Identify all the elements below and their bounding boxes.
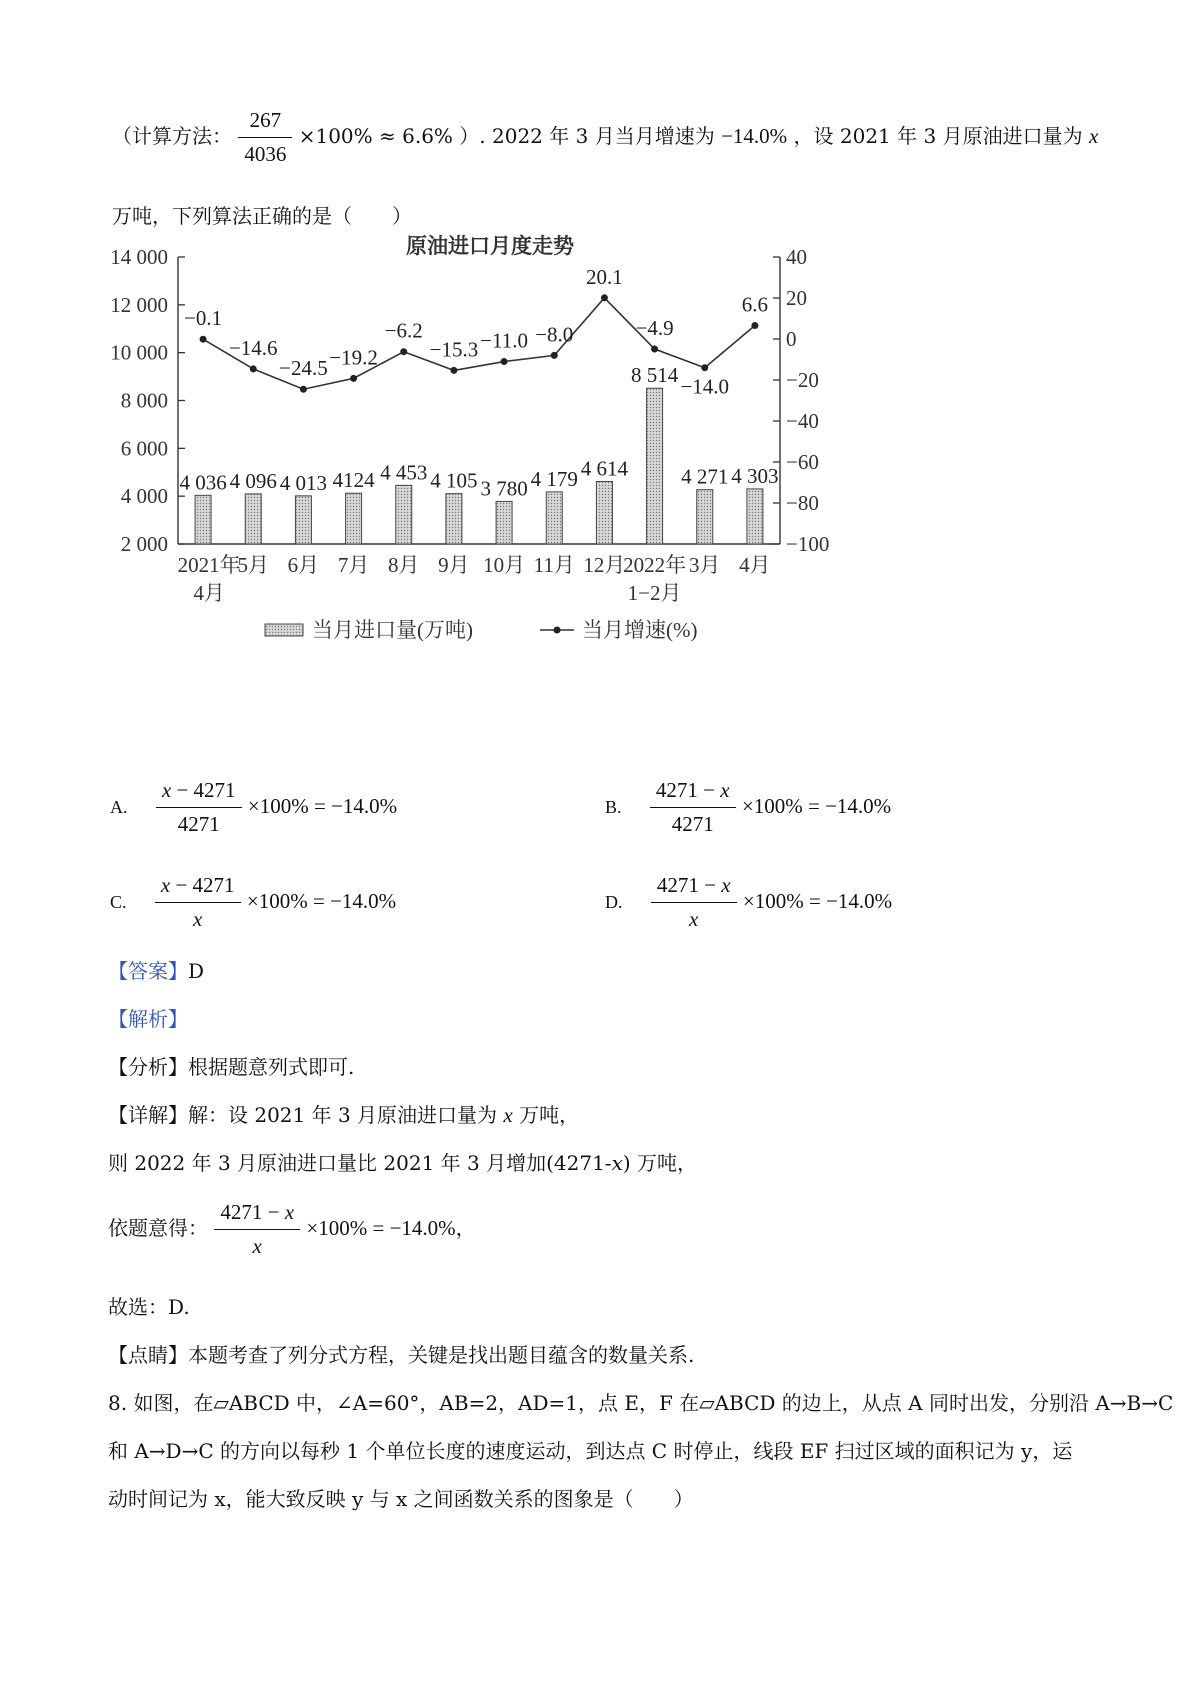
growth-label: −4.9 [635,316,674,341]
detail-eq-num-op: − [262,1200,285,1224]
right-tick-label: −40 [786,409,819,433]
answer-tag: 【答案】 [108,959,188,983]
intro-fraction-numerator: 267 [238,108,292,138]
growth-label: −24.5 [279,356,328,381]
option-c-num-b: 4271 [192,873,235,897]
bar [396,485,412,544]
bar-label: 4 096 [229,468,277,493]
option-c-rhs: ×100% = −14.0% [246,889,397,913]
growth-point [200,336,207,343]
intro-open: （计算方法： [112,124,232,148]
x-tick-label: 12月 [583,553,626,577]
right-tick-label: −60 [786,450,819,474]
detail-choice: 故选：D. [108,1295,190,1319]
growth-point [701,364,708,371]
growth-label: −14.6 [228,335,278,360]
left-tick-label: 12 000 [110,292,168,317]
intro-rate: −14.0% [721,124,788,148]
growth-label: 20.1 [586,264,623,289]
x-tick-label: 4月 [193,581,225,605]
chart-title: 原油进口月度走势 [406,234,574,258]
option-b-num-b: x [720,778,730,802]
legend-bar-swatch [265,624,303,636]
option-c-letter: C. [110,892,127,912]
x-tick-label: 4月 [739,553,771,577]
chart-body [110,245,829,642]
detail-eq-num-a: 4271 [220,1200,263,1224]
option-a-rhs: ×100% = −14.0% [247,794,398,818]
growth-point [651,346,658,353]
left-tick-label: 8 000 [120,388,168,413]
bar-label: 4 013 [279,470,328,495]
comment-text: 本题考查了列分式方程，关键是找出题目蕴含的数量关系. [188,1343,695,1367]
x-tick-label: 11月 [533,553,575,577]
x-tick-label: 2021年 [177,553,241,577]
growth-label: −0.1 [184,306,223,331]
option-d-rhs: ×100% = −14.0% [742,889,893,913]
right-tick-label: 40 [786,245,807,269]
x-tick-label: 1−2月 [627,581,682,605]
answer-line [108,955,204,984]
answer-value: D [188,959,205,983]
bar-label: 4 036 [179,470,227,495]
right-tick-label: −80 [786,491,819,515]
growth-point [601,294,608,301]
detail-eq-label: 依题意得： [108,1216,208,1240]
growth-point [350,375,357,382]
bar [195,495,211,544]
bar [697,490,713,544]
intro-variable: x [1088,124,1099,148]
intro-fraction [238,108,292,167]
option-d-den: x [689,907,699,931]
comment-tag: 【点睛】 [108,1343,188,1367]
growth-point [300,386,307,393]
q8-line-3: 动时间记为 x，能大致反映 y 与 x 之间函数关系的图象是（ ） [108,1487,694,1511]
bar-label: 4 271 [681,464,729,489]
x-tick-label: 6月 [287,553,320,577]
x-tick-label: 7月 [337,553,370,577]
option-d[interactable] [605,873,892,932]
growth-label: −15.3 [429,337,479,362]
x-tick-label: 9月 [438,553,470,577]
bar [496,501,512,544]
intro-fraction-denominator: 4036 [244,142,287,166]
bar [546,492,562,544]
detail-eq-fraction [214,1200,300,1259]
growth-point [551,352,558,359]
option-b-letter: B. [605,797,622,817]
intro-line-2: 万吨，下列算法正确的是（ ） [112,204,412,228]
q8-line-1: 8. 如图，在▱ABCD 中，∠A=60°，AB=2，AD=1，点 E，F 在▱ABCD 的边上，从点 A 同时出发，分别沿 A→B→C [108,1391,1174,1415]
left-tick-label: 4 000 [120,484,168,509]
bar-label: 4 105 [430,468,478,493]
growth-point [450,367,457,374]
option-d-letter: D. [605,892,623,912]
detail-eq-num-b: x [284,1200,295,1224]
bar-label: 4 453 [380,460,428,485]
growth-point [751,322,758,329]
x-tick-label: 8月 [388,553,420,577]
bar-label: 3 780 [480,476,528,501]
option-c-den: x [193,907,203,931]
option-a-num-a: x [161,778,172,802]
right-tick-label: −20 [786,368,819,392]
growth-label: −11.0 [480,328,528,353]
option-a-fraction [156,778,242,837]
bar [245,494,261,544]
bar-label: 4 303 [731,463,779,488]
detail-line2: 则 2022 年 3 月原油进口量比 2021 年 3 月增加(4271- [108,1151,612,1175]
left-tick-label: 6 000 [120,436,168,461]
option-d-num-b: x [721,873,731,897]
right-tick-label: 0 [786,327,797,351]
option-c[interactable] [110,873,396,932]
legend-bar-label: 当月进口量(万吨) [312,618,473,642]
option-a[interactable] [110,778,397,837]
option-c-num-op: − [170,873,193,897]
bar [596,481,612,544]
detail-line-2 [108,1147,697,1176]
bar-label: 4 179 [530,466,578,491]
left-tick-label: 2 000 [120,532,168,556]
detail-line2-end: ) 万吨， [622,1151,698,1175]
option-a-num-op: − [171,778,194,802]
option-a-num-b: 4271 [193,778,236,802]
fenxi-text: 根据题意列式即可. [188,1055,355,1079]
option-c-fraction [155,873,241,932]
bar [295,496,311,544]
option-b[interactable] [605,778,891,837]
fenxi-line [108,1051,354,1080]
x-tick-label: 3月 [689,553,721,577]
detail-text1: 解：设 2021 年 3 月原油进口量为 [188,1103,504,1127]
x-tick-label: 2022年 [623,553,687,577]
detail-eq-den: x [252,1234,262,1258]
bar-label: 8 514 [630,363,679,388]
left-tick-label: 10 000 [110,340,168,365]
x-tick-label: 10月 [483,553,526,577]
detail-line-1 [108,1099,579,1128]
intro-after-fraction: ×100% ≈ 6.6% ）. 2022 年 3 月当月增速为 [298,124,715,148]
detail-eq-rhs: ×100% = −14.0% [306,1216,456,1240]
growth-label: −6.2 [384,318,423,343]
option-b-num-a: 4271 [655,778,698,802]
option-d-num-a: 4271 [656,873,699,897]
option-c-num-a: x [160,873,171,897]
detail-equation [108,1200,476,1259]
intro-after-rate: ，设 2021 年 3 月原油进口量为 [793,124,1083,148]
option-a-den: 4271 [177,812,220,836]
growth-point [250,365,257,372]
analysis-tag: 【解析】 [108,1007,188,1031]
growth-label: −19.2 [329,345,378,370]
x-tick-label: 5月 [237,553,269,577]
right-tick-label: 20 [786,286,807,310]
detail-text2: 万吨， [512,1103,580,1127]
option-b-rhs: ×100% = −14.0% [741,794,892,818]
option-b-fraction [650,778,736,837]
legend-line-marker [554,627,561,634]
option-b-num-op: − [697,778,721,802]
right-tick-label: −100 [786,532,830,556]
fenxi-tag: 【分析】 [108,1055,188,1079]
q8-line-2: 和 A→D→C 的方向以每秒 1 个单位长度的速度运动，到达点 C 时停止，线段 EF 扫过区域的面积记为 y，运 [108,1439,1073,1463]
growth-label: 6.6 [741,292,769,317]
bar [647,388,663,544]
option-d-num-op: − [698,873,722,897]
detail-var: x [503,1103,513,1127]
option-d-fraction [651,873,737,932]
legend-line-label: 当月增速(%) [582,618,698,642]
bar [446,494,462,544]
bar [346,493,362,544]
detail-line2-var: x [611,1151,623,1175]
bar [747,489,763,544]
bar-label: 4 614 [580,456,629,481]
bar-label: 4124 [332,468,375,493]
growth-label: −14.0 [680,374,730,399]
option-a-letter: A. [110,797,128,817]
comment-line [108,1339,694,1368]
growth-point [501,358,508,365]
detail-eq-end: ， [455,1216,476,1240]
growth-point [400,348,407,355]
crude-oil-chart [100,232,860,672]
left-tick-label: 14 000 [110,245,168,269]
growth-label: −8.0 [535,322,574,347]
option-b-den: 4271 [671,812,714,836]
intro-line-1 [112,108,1098,167]
detail-tag: 【详解】 [108,1103,188,1127]
